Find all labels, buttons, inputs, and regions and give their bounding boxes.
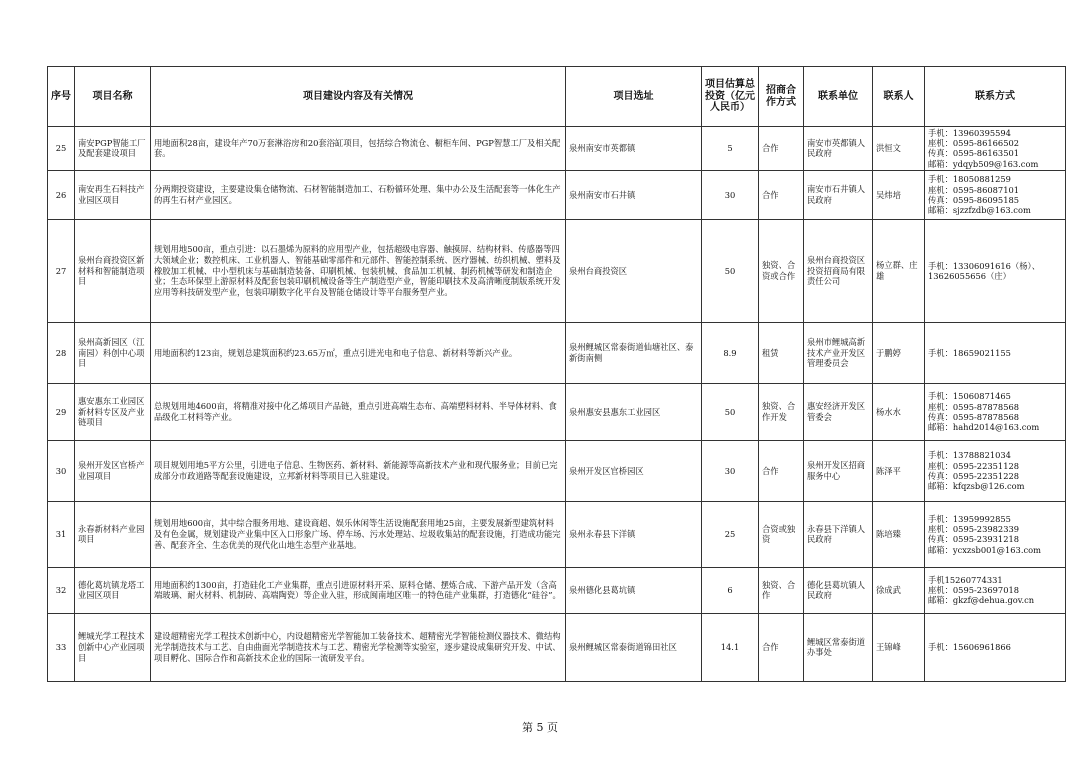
cell-content: 规划用地600亩，其中综合服务用地、建设商超、娱乐休闲等生活设施配套用地25亩，主要发展新型建筑材料及有色金属，规划建设产业集中区入口形象广场、停车场、污水处理站、垃圾收集站的配套设施，打造成功能完善、配套齐全、生态优美的现代化山地生态型产业基地。 (151, 501, 566, 567)
cell-content: 用地面积约123亩，规划总建筑面积约23.65万㎡，重点引进光电和电子信息、新材料等新兴产业。 (151, 322, 566, 383)
cell-site: 泉州永春县下洋镇 (566, 501, 702, 567)
cell-investment: 8.9 (702, 322, 759, 383)
cell-mode: 独资、合资或合作 (759, 219, 804, 322)
cell-name: 惠安惠东工业园区新材料专区及产业链项目 (75, 383, 151, 440)
header-name: 项目名称 (75, 67, 151, 127)
cell-no: 27 (48, 219, 75, 322)
cell-unit: 鲤城区常泰街道办事处 (804, 613, 873, 681)
cell-name: 泉州高新园区（江南园）科创中心项目 (75, 322, 151, 383)
contact-line: 手机：15060871465 (928, 391, 1011, 402)
table-row (48, 440, 1066, 501)
cell-no: 29 (48, 383, 75, 440)
cell-mode: 合资或独资 (759, 501, 804, 567)
cell-unit: 南安市英都镇人民政府 (804, 127, 873, 171)
cell-site: 泉州南安市石井镇 (566, 170, 702, 219)
contact-line: 传真：0595-86163501 (928, 148, 1020, 159)
contact-line: 传真：0595-23931218 (928, 534, 1020, 545)
contact-line: 13626055656（庄） (928, 270, 1011, 281)
contact-line: 邮箱：ycxzsb001@163.com (928, 544, 1041, 555)
cell-no: 28 (48, 322, 75, 383)
contact-line: 座机：0595-23982339 (928, 524, 1020, 535)
contact-line: 座机：0595-86166502 (928, 138, 1020, 149)
project-table (47, 66, 1066, 682)
cell-name: 泉州台商投资区新材料和智能制造项目 (75, 219, 151, 322)
cell-content: 用地面积约1300亩，打造硅化工产业集群，重点引进原材料开采、原料仓储、摆炼合成、下游产品开发（含高端玻璃、耐火材料、机制砖、高端陶瓷）等企业入驻，形成闽南地区唯一的特色硅产业集群，打造德化“硅谷”。 (151, 567, 566, 613)
cell-unit: 永春县下洋镇人民政府 (804, 501, 873, 567)
cell-name: 鲤城光学工程技术创新中心产业园项目 (75, 613, 151, 681)
cell-no: 30 (48, 440, 75, 501)
contact-line: 邮箱：ydqyb509@163.com (928, 158, 1039, 169)
cell-content: 总规划用地4600亩，将精准对接中化乙烯项目产品链，重点引进高端生态布、高端塑料材料、半导体材料、食品级化工材料等产业。 (151, 383, 566, 440)
cell-mode: 合作 (759, 170, 804, 219)
table-header-row (48, 67, 1066, 127)
cell-mode: 合作 (759, 127, 804, 171)
cell-mode: 独资、合作 (759, 567, 804, 613)
cell-content: 分两期投资建设，主要建设集仓储物流、石材智能制造加工、石粉循环处理、集中办公及生活配套等一体化生产的再生石材产业园区。 (151, 170, 566, 219)
contact-line: 邮箱：kfqzsb@126.com (928, 481, 1025, 492)
contact-line: 邮箱：gkzf@dehua.gov.cn (928, 595, 1035, 606)
cell-contact (925, 440, 1066, 501)
cell-no: 31 (48, 501, 75, 567)
table-body (48, 127, 1066, 682)
cell-name: 南安PGP智能工厂及配套建设项目 (75, 127, 151, 171)
cell-contact (925, 127, 1066, 171)
cell-investment: 30 (702, 170, 759, 219)
cell-no: 25 (48, 127, 75, 171)
header-investment: 项目估算总投资（亿元人民币） (702, 67, 759, 127)
cell-person: 陈泽平 (873, 440, 925, 501)
cell-mode: 合作 (759, 440, 804, 501)
cell-investment: 30 (702, 440, 759, 501)
table-row (48, 170, 1066, 219)
cell-contact (925, 383, 1066, 440)
cell-person: 杨立群、庄雄 (873, 219, 925, 322)
contact-line: 手机：18659021155 (928, 347, 1011, 358)
contact-line: 座机：0595-86087101 (928, 184, 1020, 195)
cell-contact (925, 567, 1066, 613)
header-person: 联系人 (873, 67, 925, 127)
contact-line: 手机15260774331 (928, 575, 1003, 585)
cell-investment: 25 (702, 501, 759, 567)
cell-name: 德化葛坑镇龙塔工业园区项目 (75, 567, 151, 613)
cell-unit: 泉州开发区招商服务中心 (804, 440, 873, 501)
table-row (48, 219, 1066, 322)
header-contact: 联系方式 (925, 67, 1066, 127)
header-no: 序号 (48, 67, 75, 127)
table-row (48, 383, 1066, 440)
cell-unit: 泉州市鲤城高新技术产业开发区管理委员会 (804, 322, 873, 383)
cell-mode: 合作 (759, 613, 804, 681)
cell-contact (925, 613, 1066, 681)
cell-person: 吴炜培 (873, 170, 925, 219)
cell-investment: 14.1 (702, 613, 759, 681)
cell-person: 杨水水 (873, 383, 925, 440)
cell-investment: 50 (702, 219, 759, 322)
table-row (48, 127, 1066, 171)
cell-site: 泉州鲤城区常泰街道仙塘社区、泰新街南侧 (566, 322, 702, 383)
cell-site: 泉州鲤城区常泰街道锦田社区 (566, 613, 702, 681)
cell-content: 建设超精密光学工程技术创新中心，内设超精密光学智能加工装备技术、超精密光学智能检测仪器技术、微结构光学制造技术与工艺、自由曲面光学制造技术与工艺、精密光学检测等实验室，逐步建设成集研究开发、中试、项目孵化、国际合作和高新技术企业的国际一流研发平台。 (151, 613, 566, 681)
cell-contact (925, 322, 1066, 383)
cell-investment: 50 (702, 383, 759, 440)
cell-site: 泉州南安市英都镇 (566, 127, 702, 171)
cell-name: 泉州开发区官桥产业园项目 (75, 440, 151, 501)
header-mode: 招商合作方式 (759, 67, 804, 127)
cell-contact (925, 501, 1066, 567)
cell-content: 项目规划用地5平方公里，引进电子信息、生物医药、新材料、新能源等高新技术产业和现代服务业；目前已完成部分市政道路等配套设施建设，立邦新材料等项目已入驻建设。 (151, 440, 566, 501)
header-site: 项目选址 (566, 67, 702, 127)
cell-site: 泉州德化县葛坑镇 (566, 567, 702, 613)
contact-line: 座机：0595-87878568 (928, 401, 1020, 412)
cell-content: 用地面积28亩，建设年产70万套淋浴房和20套浴缸项目，包括综合物流仓、橱柜车间、PGP智慧工厂及相关配套。 (151, 127, 566, 171)
cell-person: 于鹏婷 (873, 322, 925, 383)
cell-unit: 惠安经济开发区管委会 (804, 383, 873, 440)
contact-line: 座机：0595-23697018 (928, 585, 1020, 596)
cell-content: 规划用地500亩，重点引进：以石墨烯为原料的应用型产业，包括超级电容器、触摸屏、结构材料、传感器等四大领域企业；数控机床、工业机器人、智能基础零部件和元部件、智能控制系统、医疗器械、纺织机械、塑料及橡胶加工机械、中小型机床与基础制造装备、印刷机械、包装机械、食品加工机械、制药机械等研发和制造企业；生态环保型上游原材料及配套包装印刷机械设备等生产制造型产业，智能印刷技术及高清晰度制版系统开发应用等科技研发型产业，包装印刷数字化平台及智能仓储设计等平台服务型产业。 (151, 219, 566, 322)
contact-line: 手机：13960395594 (928, 128, 1011, 138)
cell-no: 26 (48, 170, 75, 219)
cell-unit: 德化县葛坑镇人民政府 (804, 567, 873, 613)
cell-mode: 租赁 (759, 322, 804, 383)
contact-line: 传真：0595-22351228 (928, 470, 1020, 481)
table-row (48, 501, 1066, 567)
table-row (48, 322, 1066, 383)
cell-investment: 6 (702, 567, 759, 613)
cell-site: 泉州惠安县惠东工业园区 (566, 383, 702, 440)
page-number: 第 5 页 (522, 721, 558, 734)
cell-site: 泉州开发区官桥园区 (566, 440, 702, 501)
cell-no: 33 (48, 613, 75, 681)
cell-name: 南安再生石料技产业园区项目 (75, 170, 151, 219)
header-content: 项目建设内容及有关情况 (151, 67, 566, 127)
contact-line: 手机：13959992855 (928, 513, 1011, 524)
cell-investment: 5 (702, 127, 759, 171)
contact-line: 手机：15606961866 (928, 642, 1011, 653)
cell-person: 陈培臻 (873, 501, 925, 567)
contact-line: 邮箱：hahd2014@163.com (928, 422, 1040, 433)
cell-contact (925, 219, 1066, 322)
cell-unit: 泉州台商投资区投资招商局有限责任公司 (804, 219, 873, 322)
cell-unit: 南安市石井镇人民政府 (804, 170, 873, 219)
cell-person: 徐成武 (873, 567, 925, 613)
contact-line: 手机：18050881259 (928, 174, 1011, 185)
contact-line: 手机：13788821034 (928, 450, 1011, 461)
cell-contact (925, 170, 1066, 219)
project-table-sheet (47, 66, 1041, 682)
cell-person: 洪恒文 (873, 127, 925, 171)
cell-name: 永春新材料产业园项目 (75, 501, 151, 567)
contact-line: 传真：0595-87878568 (928, 411, 1020, 422)
cell-person: 王锦峰 (873, 613, 925, 681)
contact-line: 传真：0595-86095185 (928, 194, 1020, 205)
cell-mode: 独资、合作开发 (759, 383, 804, 440)
cell-no: 32 (48, 567, 75, 613)
contact-line: 邮箱：sjzzfzdb@163.com (928, 205, 1031, 216)
table-row (48, 567, 1066, 613)
cell-site: 泉州台商投资区 (566, 219, 702, 322)
table-row (48, 613, 1066, 681)
contact-line: 手机：13306091616（杨）、 (928, 260, 1040, 271)
contact-line: 座机：0595-22351128 (928, 460, 1020, 471)
header-unit: 联系单位 (804, 67, 873, 127)
